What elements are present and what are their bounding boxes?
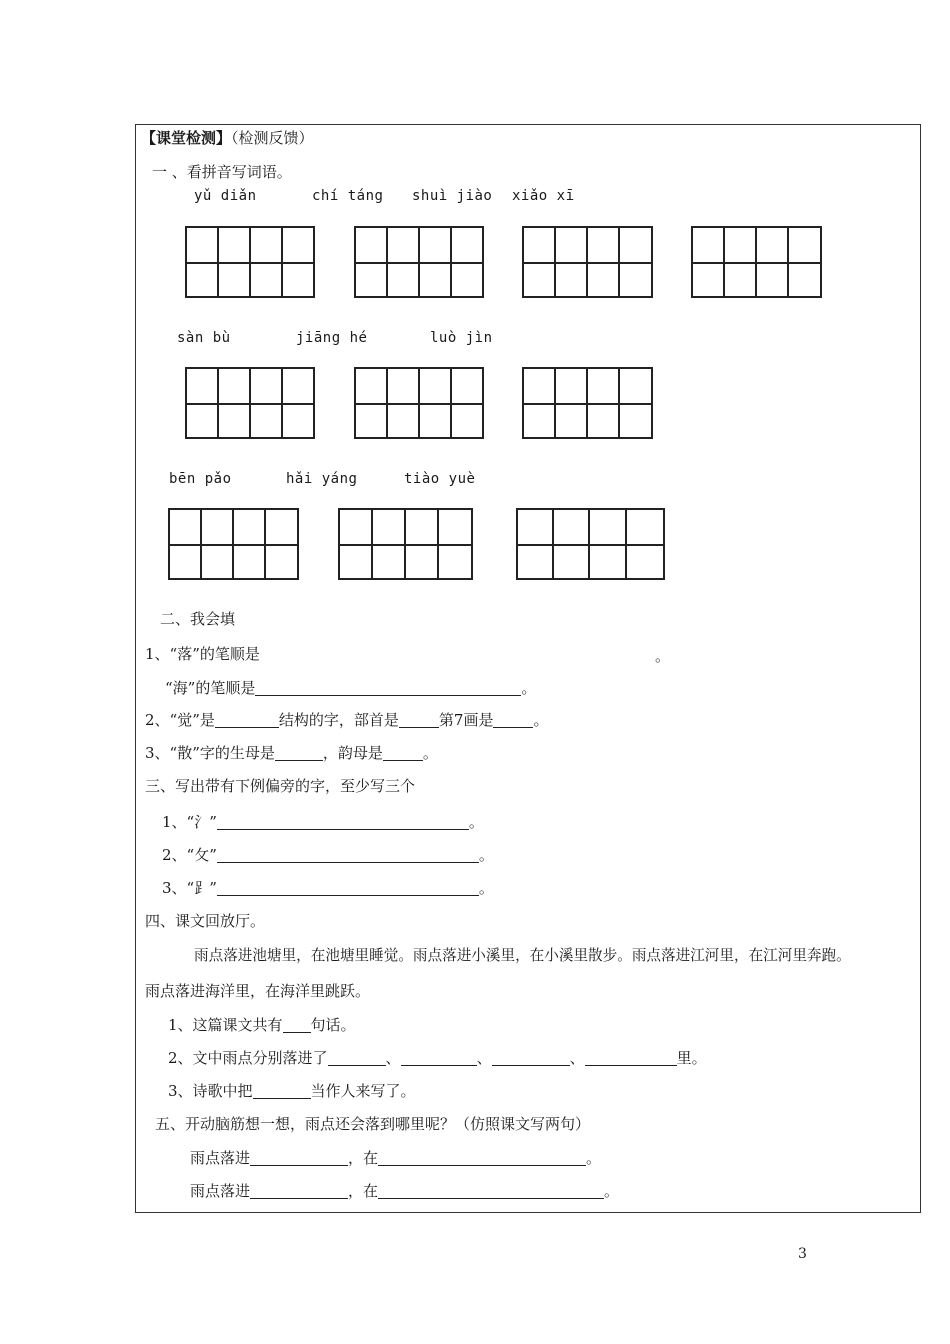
imitation-sentence: 雨点落进 ，在 。: [190, 1149, 602, 1167]
pinyin-ben-pao: bēn pǎo: [169, 471, 232, 487]
pinyin-hai-yang: hǎi yáng: [286, 471, 358, 487]
header-title: 【课堂检测】: [141, 129, 232, 147]
page-number: 3: [798, 1246, 807, 1262]
writing-grid[interactable]: [354, 367, 484, 439]
answer-blank[interactable]: [217, 846, 479, 863]
answer-blank[interactable]: [283, 1016, 311, 1033]
radical-item: 2、“攵” 。: [162, 846, 494, 864]
answer-blank[interactable]: [492, 1049, 570, 1066]
question-stroke-order-hai: “海”的笔顺是 。: [165, 679, 537, 697]
answer-blank[interactable]: [383, 744, 423, 761]
answer-blank[interactable]: [217, 879, 479, 896]
pinyin-chi-tang: chí táng: [312, 188, 384, 204]
writing-grid[interactable]: [185, 367, 315, 439]
question-end-mark: 。: [655, 647, 671, 665]
imitation-sentence: 雨点落进 ，在 。: [190, 1182, 620, 1200]
question-stroke-order-luo: 1、“落”的笔顺是: [145, 645, 260, 663]
writing-grid[interactable]: [516, 508, 665, 580]
answer-blank[interactable]: [250, 1149, 348, 1166]
pinyin-yu-dian: yǔ diǎn: [194, 188, 257, 204]
answer-blank[interactable]: [217, 813, 469, 830]
section-header: [141, 128, 314, 148]
section5-title: 五、开动脑筋想一想，雨点还会落到哪里呢？（仿照课文写两句）: [155, 1115, 591, 1133]
question-sentence-count: 1、这篇课文共有 句话。: [168, 1016, 356, 1034]
section3-title: 三、写出带有下例偏旁的字，至少写三个: [145, 777, 416, 795]
writing-grid[interactable]: [522, 226, 653, 298]
pinyin-shui-jiao: shuì jiào: [412, 188, 493, 204]
question-personification: 3、诗歌中把 当作人来写了。: [168, 1082, 416, 1100]
pinyin-luo-jin: luò jìn: [430, 330, 493, 346]
question-raindrop-places: 2、文中雨点分别落进了 、 、 、 里。: [168, 1049, 707, 1067]
answer-blank[interactable]: [399, 711, 439, 728]
answer-blank[interactable]: [328, 1049, 386, 1066]
pinyin-xiao-xi: xiǎo xī: [512, 188, 575, 204]
section2-title: 二、我会填: [160, 610, 236, 628]
passage-line: 雨点落进海洋里，在海洋里跳跃。: [145, 982, 371, 1000]
pinyin-san-bu: sàn bù: [177, 330, 231, 346]
radical-item: 3、“⻊” 。: [162, 879, 494, 897]
answer-blank[interactable]: [493, 711, 533, 728]
answer-blank[interactable]: [215, 711, 279, 728]
answer-blank[interactable]: [401, 1049, 477, 1066]
writing-grid[interactable]: [691, 226, 822, 298]
section1-title: 一 、看拼音写词语。: [152, 163, 292, 181]
pinyin-tiao-yue: tiào yuè: [404, 471, 476, 487]
answer-blank[interactable]: [253, 1082, 311, 1099]
header-subtitle: （检测反馈）: [231, 129, 314, 147]
answer-blank[interactable]: [275, 744, 323, 761]
writing-grid[interactable]: [185, 226, 315, 298]
pinyin-jiang-he: jiāng hé: [296, 330, 368, 346]
answer-blank[interactable]: [585, 1049, 677, 1066]
section4-title: 四、课文回放厅。: [145, 912, 266, 930]
writing-grid[interactable]: [354, 226, 484, 298]
answer-blank[interactable]: [255, 679, 521, 696]
answer-blank[interactable]: [378, 1149, 586, 1166]
answer-blank[interactable]: [378, 1182, 604, 1199]
radical-item: 1、“氵” 。: [162, 813, 484, 831]
passage-line: 雨点落进池塘里，在池塘里睡觉。雨点落进小溪里，在小溪里散步。雨点落进江河里，在江河里奔跑。: [194, 947, 851, 964]
question-san-pinyin: 3、“散”字的生母是 ，韵母是 。: [145, 744, 438, 762]
answer-blank[interactable]: [250, 1182, 348, 1199]
writing-grid[interactable]: [522, 367, 653, 439]
question-jue-structure: 2、“觉”是 结构的字，部首是 第7画是 。: [145, 711, 549, 729]
writing-grid[interactable]: [168, 508, 299, 580]
writing-grid[interactable]: [338, 508, 473, 580]
